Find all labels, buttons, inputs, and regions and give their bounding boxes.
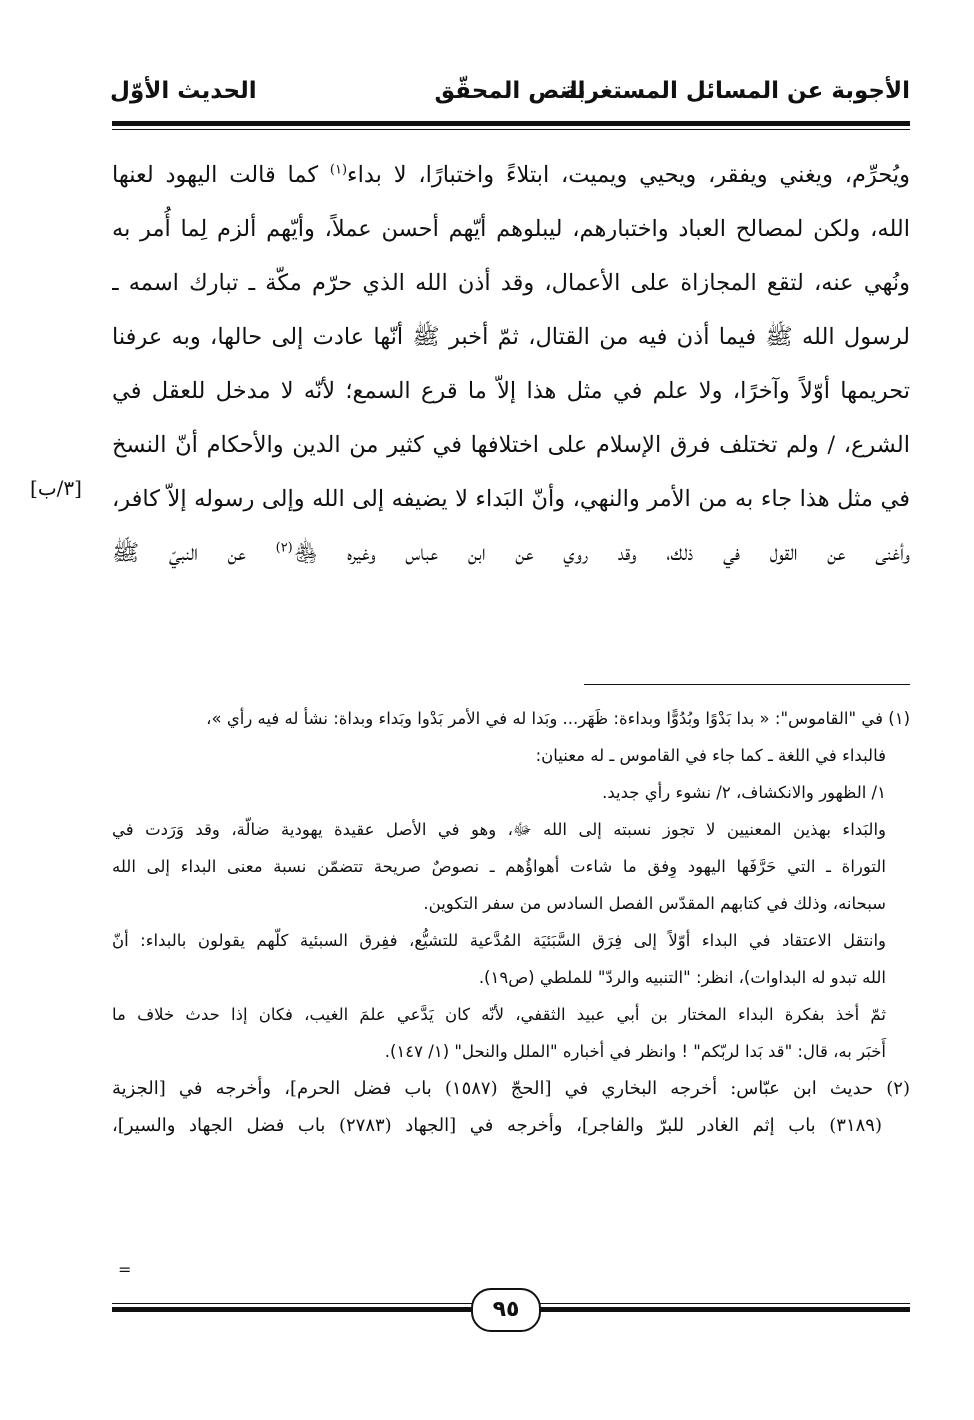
main-line-7: في مثل هذا جاء به من الأمر والنهي، وأنّ البَداء لا يضيفه إلى الله وإلى رسوله إلاّ كافر، xyxy=(112,486,910,512)
book-title: الأجوبة عن المسائل المستغربة xyxy=(563,78,910,104)
footnote-1-line-8: الله تبدو له البداوات)، انظر: "التنبيه والردّ" للملطي (ص١٩). xyxy=(478,968,886,987)
footnote-ref-2: (٢) xyxy=(275,540,293,556)
main-line-5: تحريمها أوّلاً وآخرًا، ولا علم في مثل هذا إلاّ ما قرع السمع؛ لأنّه لا مدخل للعقل في xyxy=(112,378,910,404)
continuation-mark: = xyxy=(118,1260,132,1279)
footnote-1-line-2: فالبداء في اللغة ـ كما جاء في القاموس ـ له معنيان: xyxy=(535,746,886,765)
main-text xyxy=(112,148,910,580)
footnote-1-line-4: والبَداء بهذين المعنيين لا تجوز نسبته إلى الله ﷻ، وهو في الأصل عقيدة يهودية ضالّة، وقد وَرَدت في xyxy=(112,820,886,839)
chapter-title: الحديث الأوّل xyxy=(110,78,257,104)
main-line-6: الشرع، / ولم تختلف فرق الإسلام على اختلافها في كثير من الدين والأحكام أنّ النسخ xyxy=(112,432,910,458)
footnote-1-line-6: سبحانه، وذلك في كتابهم المقدّس الفصل السادس من سفر التكوين. xyxy=(423,894,886,913)
header-rule-thick xyxy=(112,121,910,126)
running-header xyxy=(110,78,910,118)
main-line-1: ويُحرِّم، ويغني ويفقر، ويحيي ويميت، ابتلاءً واختبارًا، لا بداء$^{(١)}$ كما قالت اليهود لعنها xyxy=(112,162,910,188)
footnotes xyxy=(112,700,910,1144)
footnote-1-line-7: وانتقل الاعتقاد في البداء أوّلاً إلى فِرَق السَّبَئيَة المُدَّعية للتشيُّع، ففِرق السبئية كلّهم يقولون بالبداء: أنّ xyxy=(112,931,886,950)
main-line-3: ونُهي عنه، لتقع المجازاة على الأعمال، وقد أذن الله الذي حرّم مكّة ـ تبارك اسمه ـ xyxy=(112,270,910,296)
header-rule-thin xyxy=(112,129,910,130)
footnote-1-line-10: أَخبَر به، قال: "قد بَدا لربّكم" ! وانظر في أخباره "الملل والنحل" (١/ ١٤٧). xyxy=(384,1042,886,1061)
main-line-8: وأغنى عن القول في ذلك، وقد روي عن ابن عباس وغيره ﵃$^{(٢)}$ عن النبيّ ﷺ xyxy=(112,540,910,566)
footnote-1-line-9: ثمّ أخذ بفكرة البداء المختار بن أبي عبيد الثقفي، لأنّه كان يَدَّعي علمَ الغيب، فكان إذا حدث خلاف ما xyxy=(112,1005,886,1024)
main-line-2: الله، ولكن لمصالح العباد واختبارهم، ليبلوهم أيّهم أحسن عملاً، وأيّهم ألزم لِما أُمر به xyxy=(112,216,910,242)
footnote-ref-1: (١) xyxy=(329,162,348,178)
footnote-separator xyxy=(584,684,910,685)
footnote-2-line-1: (٢) حديث ابن عبّاس: أخرجه البخاري في [الحجّ (١٥٨٧) باب فضل الحرم]، وأخرجه في [الجزية xyxy=(112,1078,910,1099)
section-title: النص المحقّق xyxy=(434,78,586,104)
manuscript-folio-marker: [٣/ب] xyxy=(30,476,82,500)
main-line-4: لرسول الله ﷺ فيما أذن فيه من القتال، ثمّ أخبر ﷺ أنّها عادت إلى حالها، وبه عرفنا xyxy=(112,324,910,350)
page-number: ٩٥ xyxy=(471,1288,541,1332)
footnote-1-line-3: ١/ الظهور والانكشاف، ٢/ نشوء رأي جديد. xyxy=(602,783,886,802)
footnote-2-line-2: (٣١٨٩) باب إثم الغادر للبرّ والفاجر]، وأخرجه في [الجهاد (٢٧٨٣) باب فضل الجهاد والسير]، xyxy=(112,1115,882,1136)
footnote-1-line-5: التوراة ـ التي حَرَّفَها اليهود وِفق ما شاءت أهواؤُهم ـ نصوصٌ صريحة تتضمّن نسبة معنى البداء إلى الله xyxy=(112,857,886,876)
footnote-1-line-1: (١) في "القاموس": « بدا بَدْوًا وبُدُوًّا وبداءة: ظَهَر... وبَدا له في الأمر بَدْوا وبَداء وبداة: نشأ له فيه رأي »، xyxy=(206,709,910,728)
